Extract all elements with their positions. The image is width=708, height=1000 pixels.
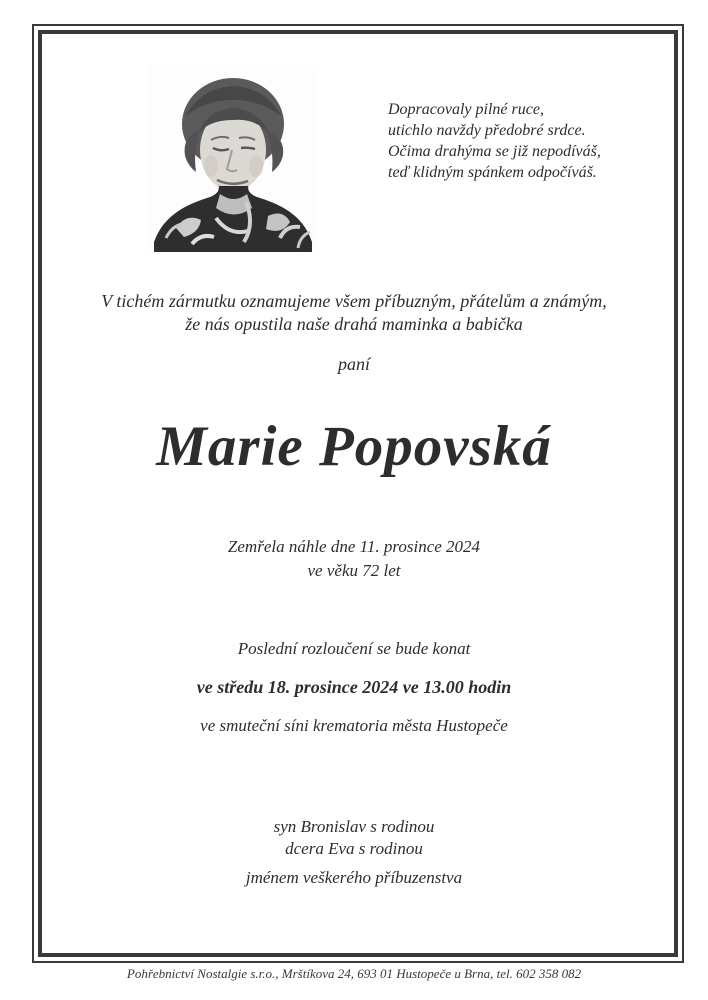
portrait-photo-graphic: [148, 66, 318, 252]
death-date-line: Zemřela náhle dne 11. prosince 2024: [227, 537, 481, 556]
portrait-photo: [148, 66, 318, 252]
salutation: paní: [337, 354, 370, 374]
funeral-home-footer: Pohřebnictví Nostalgie s.r.o., Mrštíkova 24, 693 01 Hustopeče u Brna, tel. 602 358 082: [126, 966, 582, 981]
ceremony-datetime-line: ve středu 18. prosince 2024 ve 13.00 hodin: [196, 677, 512, 697]
mourner-daughter-line: dcera Eva s rodinou: [285, 839, 423, 858]
poem-line-3: Očima drahýma se již nepodíváš,: [388, 143, 601, 160]
memorial-poem: [388, 99, 601, 183]
ceremony-venue-line: ve smuteční síni krematoria města Hustopeče: [200, 716, 508, 735]
poem-line-1: Dopracovaly pilné ruce,: [388, 101, 544, 118]
poem-line-4: teď klidným spánkem odpočíváš.: [388, 164, 597, 181]
mourners-closing-line: jménem veškerého příbuzenstva: [245, 868, 463, 887]
announcement-line-2: že nás opustila naše drahá maminka a babička: [185, 314, 523, 334]
mourner-son-line: syn Bronislav s rodinou: [273, 817, 435, 836]
death-age-line: ve věku 72 let: [307, 561, 401, 580]
deceased-name: Marie Popovská: [156, 415, 552, 478]
poem-line-2: utichlo navždy předobré srdce.: [388, 122, 586, 139]
announcement-line-1: V tichém zármutku oznamujeme všem příbuzným, přátelům a známým,: [101, 291, 607, 311]
ceremony-intro-line: Poslední rozloučení se bude konat: [237, 639, 471, 658]
